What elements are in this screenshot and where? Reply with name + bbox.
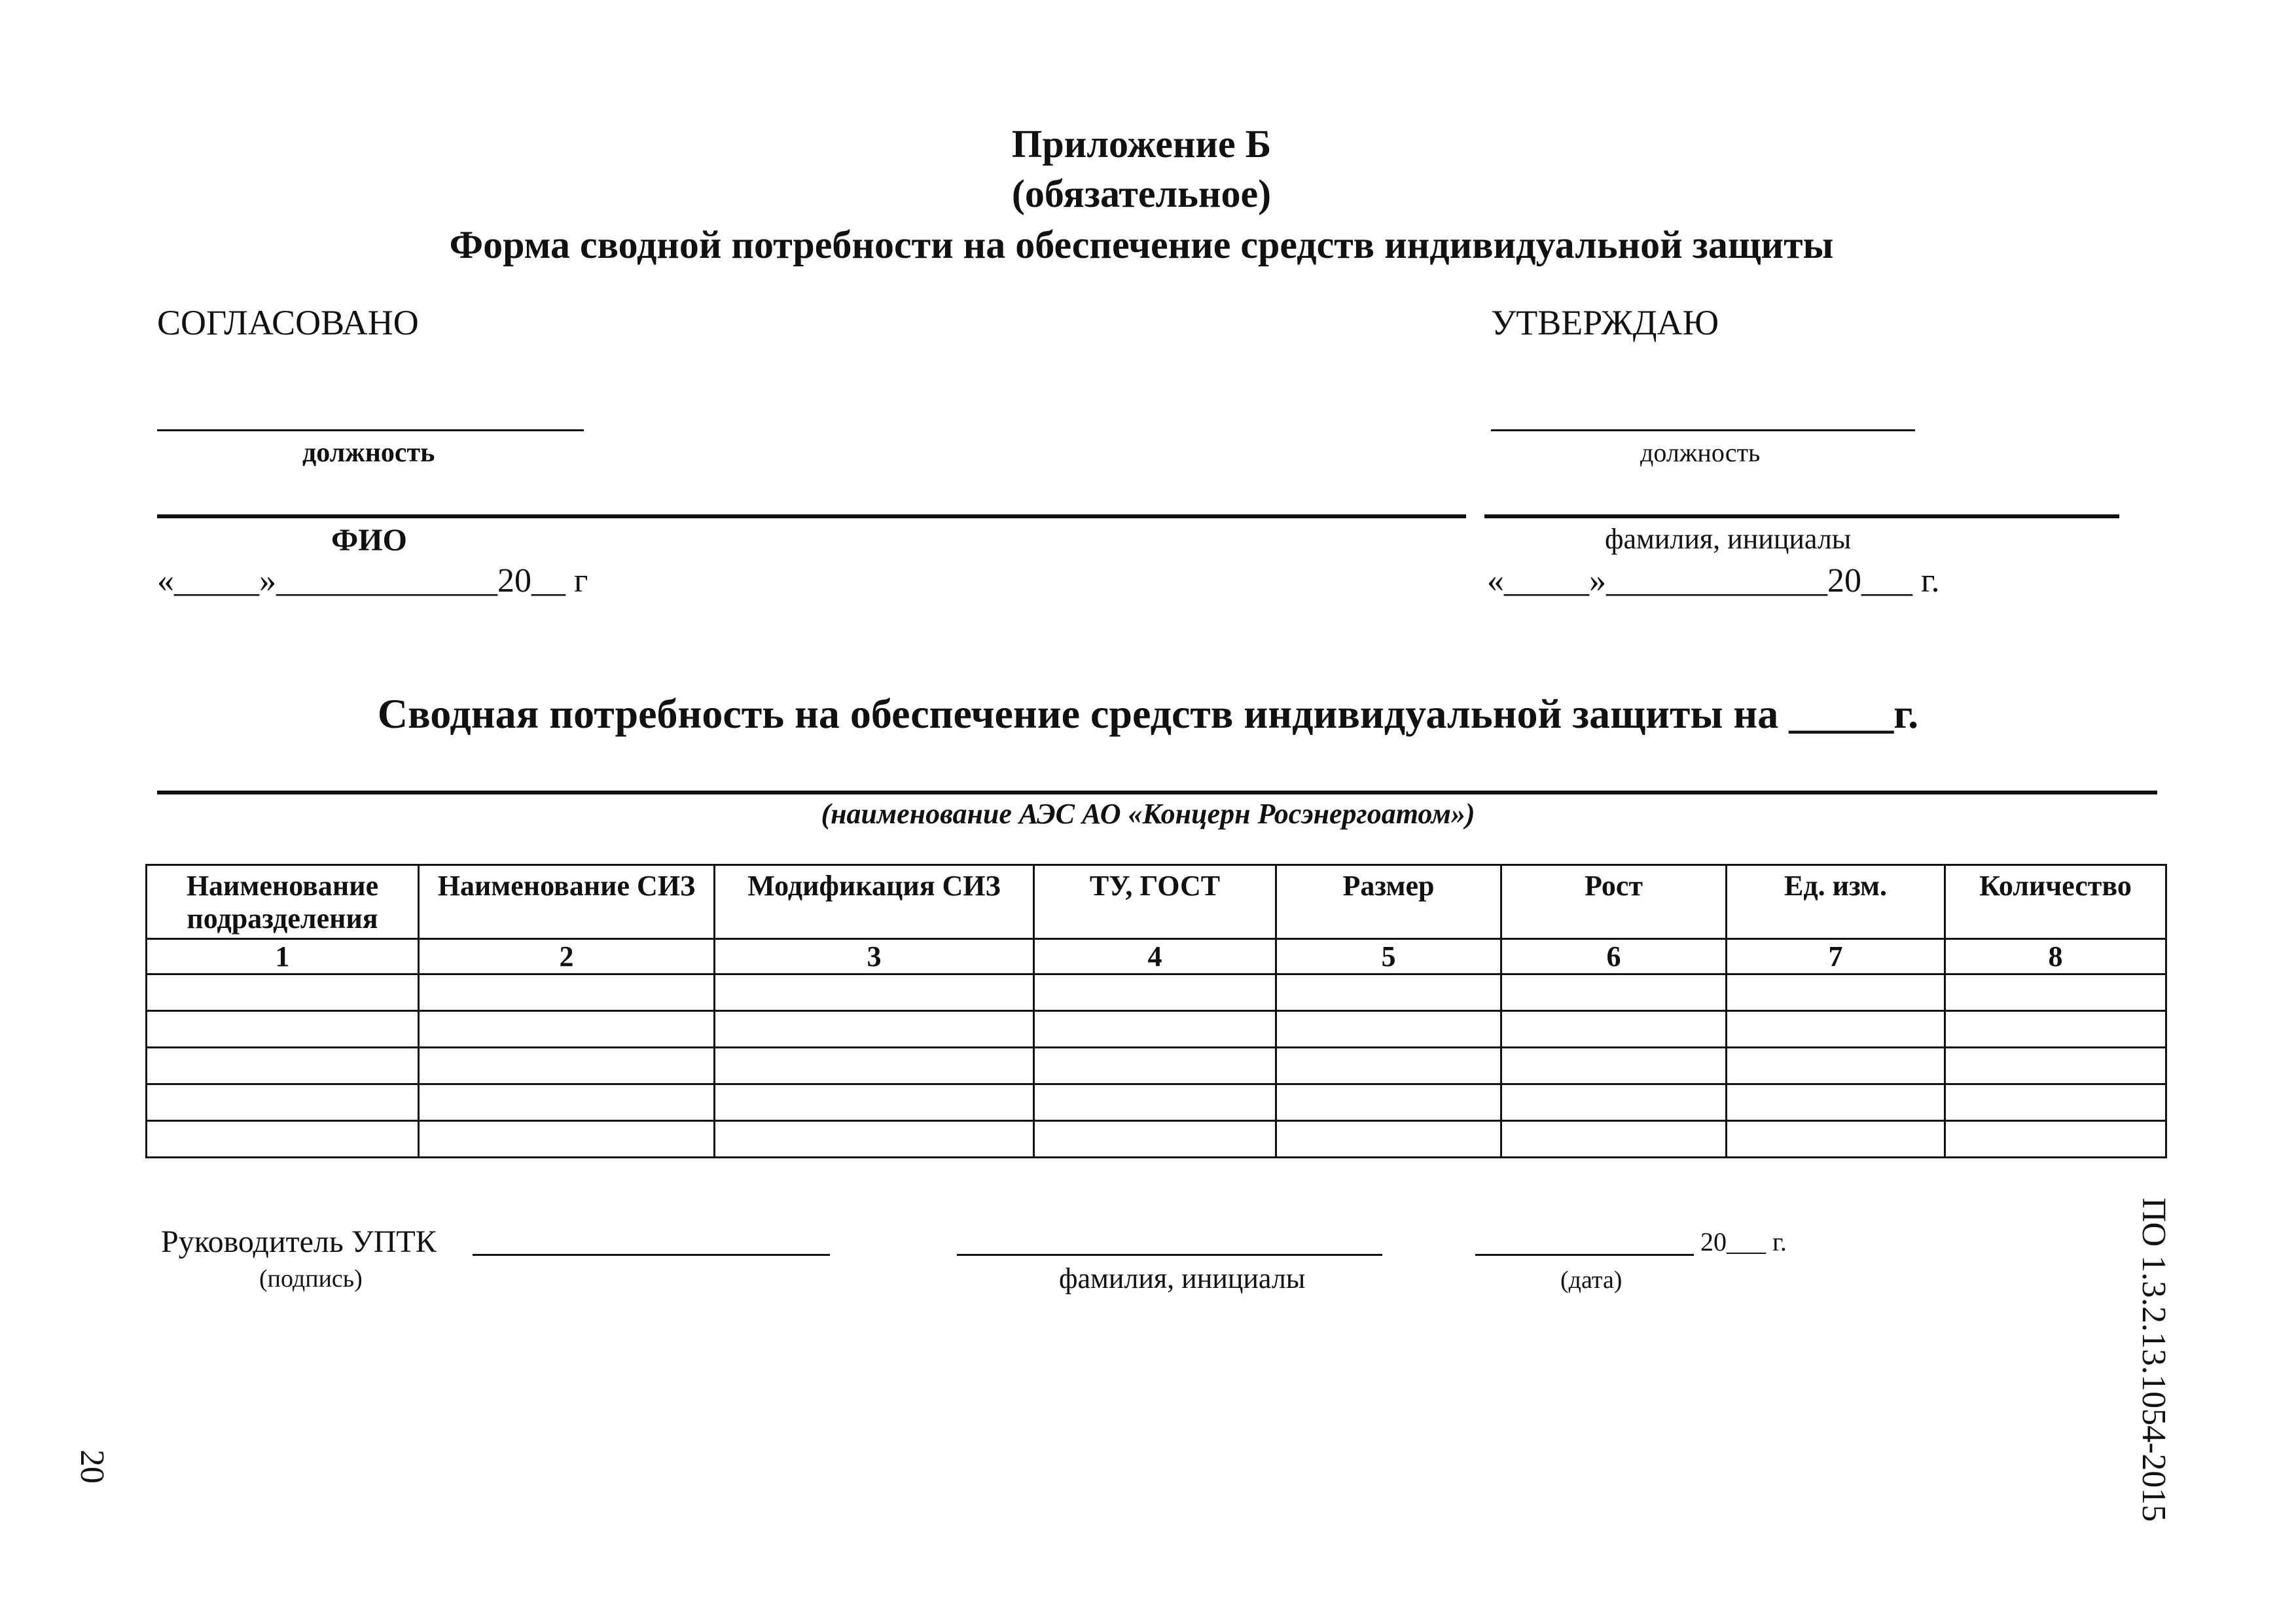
table-cell[interactable] bbox=[1034, 1121, 1276, 1158]
date-suffix: 20___ г. bbox=[1700, 1227, 1787, 1257]
col-header: Количество bbox=[1945, 865, 2166, 939]
col-header: Размер bbox=[1276, 865, 1501, 939]
table-cell[interactable] bbox=[1501, 1011, 1727, 1048]
table-cell[interactable] bbox=[1276, 1084, 1501, 1121]
table-cell[interactable] bbox=[715, 1121, 1034, 1158]
org-name-line bbox=[157, 791, 2157, 794]
left-position-line bbox=[157, 429, 584, 431]
col-header: Ед. изм. bbox=[1727, 865, 1945, 939]
table-cell[interactable] bbox=[147, 974, 419, 1011]
table-cell[interactable] bbox=[147, 1084, 419, 1121]
table-cell[interactable] bbox=[715, 1011, 1034, 1048]
name-line bbox=[957, 1254, 1382, 1256]
col-number: 5 bbox=[1276, 939, 1501, 974]
appendix-title: Приложение Б bbox=[1011, 122, 1272, 166]
col-header: Модификация СИЗ bbox=[715, 865, 1034, 939]
table-row bbox=[147, 1011, 2166, 1048]
col-number: 6 bbox=[1501, 939, 1727, 974]
page-number: 20 bbox=[73, 1450, 111, 1484]
table-cell[interactable] bbox=[419, 1048, 715, 1084]
table-cell[interactable] bbox=[1501, 1048, 1727, 1084]
table-cell[interactable] bbox=[1727, 1084, 1945, 1121]
right-position-line bbox=[1491, 429, 1915, 431]
right-name-line bbox=[1484, 514, 2119, 518]
table-cell[interactable] bbox=[147, 1011, 419, 1048]
table-cell[interactable] bbox=[419, 1121, 715, 1158]
requirements-table bbox=[145, 864, 2167, 1158]
right-date-line: «_____»_____________20___ г. bbox=[1487, 562, 1940, 599]
table-cell[interactable] bbox=[715, 1084, 1034, 1121]
table-cell[interactable] bbox=[1034, 1084, 1276, 1121]
signature-line bbox=[473, 1254, 830, 1256]
left-position-label: должность bbox=[302, 438, 435, 468]
table-cell[interactable] bbox=[1945, 974, 2166, 1011]
document-code: ПО 1.3.2.13.1054-2015 bbox=[2135, 1198, 2172, 1522]
col-number: 4 bbox=[1034, 939, 1276, 974]
table-cell[interactable] bbox=[1034, 1048, 1276, 1084]
table-cell[interactable] bbox=[715, 1048, 1034, 1084]
table-cell[interactable] bbox=[1945, 1011, 2166, 1048]
table-cell[interactable] bbox=[1945, 1048, 2166, 1084]
table-cell[interactable] bbox=[1501, 974, 1727, 1011]
col-number: 8 bbox=[1945, 939, 2166, 974]
table-cell[interactable] bbox=[1945, 1121, 2166, 1158]
table-cell[interactable] bbox=[715, 974, 1034, 1011]
table-number-row bbox=[147, 939, 2166, 974]
appendix-subtitle: (обязательное) bbox=[1011, 172, 1272, 215]
table-cell[interactable] bbox=[147, 1121, 419, 1158]
table-row bbox=[147, 1048, 2166, 1084]
table-cell[interactable] bbox=[419, 1011, 715, 1048]
right-position-label: должность bbox=[1640, 438, 1761, 467]
name-caption: фамилия, инициалы bbox=[1059, 1262, 1306, 1294]
head-label: Руководитель УПТК bbox=[161, 1224, 437, 1259]
table-row bbox=[147, 1084, 2166, 1121]
col-number: 1 bbox=[147, 939, 419, 974]
table-cell[interactable] bbox=[1945, 1084, 2166, 1121]
table-cell[interactable] bbox=[1727, 1121, 1945, 1158]
date-caption: (дата) bbox=[1560, 1266, 1623, 1294]
table-row bbox=[147, 1121, 2166, 1158]
left-name-label: ФИО bbox=[331, 523, 407, 558]
table-cell[interactable] bbox=[1276, 1121, 1501, 1158]
table-cell[interactable] bbox=[1276, 1048, 1501, 1084]
col-number: 3 bbox=[715, 939, 1034, 974]
col-header: Наименование подразделения bbox=[147, 865, 419, 939]
table-row bbox=[147, 974, 2166, 1011]
left-name-line bbox=[157, 514, 1466, 518]
table-cell[interactable] bbox=[419, 1084, 715, 1121]
agreed-title: СОГЛАСОВАНО bbox=[157, 303, 419, 342]
approve-title: УТВЕРЖДАЮ bbox=[1491, 303, 1719, 342]
table-header-row bbox=[147, 865, 2166, 939]
table-cell[interactable] bbox=[1727, 1048, 1945, 1084]
table-cell[interactable] bbox=[147, 1048, 419, 1084]
table-cell[interactable] bbox=[1501, 1084, 1727, 1121]
right-name-label: фамилия, инициалы bbox=[1605, 523, 1852, 555]
col-header: Наименование СИЗ bbox=[419, 865, 715, 939]
date-line bbox=[1475, 1254, 1694, 1256]
form-title: Форма сводной потребности на обеспечение средств индивидуальной защиты bbox=[449, 223, 1834, 266]
col-header: ТУ, ГОСТ bbox=[1034, 865, 1276, 939]
table-cell[interactable] bbox=[1727, 974, 1945, 1011]
table-cell[interactable] bbox=[419, 974, 715, 1011]
table-cell[interactable] bbox=[1276, 1011, 1501, 1048]
table-cell[interactable] bbox=[1727, 1011, 1945, 1048]
table-cell[interactable] bbox=[1501, 1121, 1727, 1158]
table-cell[interactable] bbox=[1034, 1011, 1276, 1048]
col-header: Рост bbox=[1501, 865, 1727, 939]
col-number: 2 bbox=[419, 939, 715, 974]
org-caption: (наименование АЭС АО «Концерн Росэнергоатом») bbox=[821, 798, 1475, 830]
signature-caption: (подпись) bbox=[259, 1265, 363, 1293]
left-date-line: «_____»_____________20__ г bbox=[157, 562, 588, 599]
table-cell[interactable] bbox=[1034, 974, 1276, 1011]
summary-title: Сводная потребность на обеспечение средств индивидуальной защиты на _____г. bbox=[377, 690, 1919, 737]
table-cell[interactable] bbox=[1276, 974, 1501, 1011]
col-number: 7 bbox=[1727, 939, 1945, 974]
